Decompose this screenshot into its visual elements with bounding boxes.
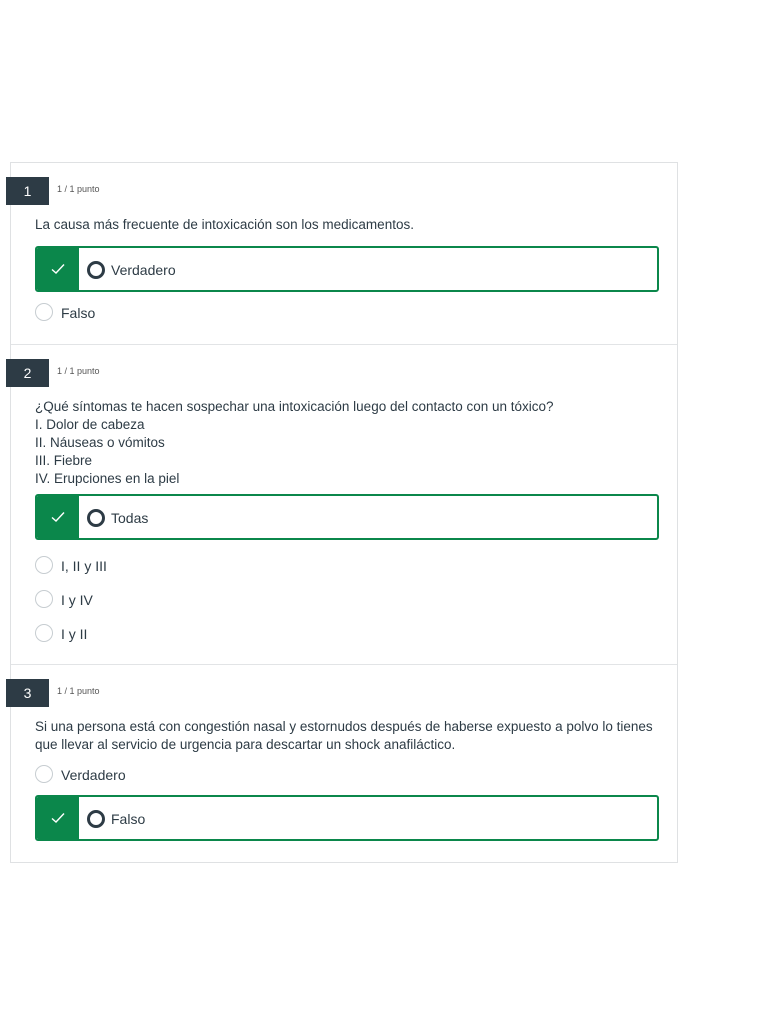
answer-label: I y IV <box>61 592 93 608</box>
question-text: La causa más frecuente de intoxicación son los medicamentos. <box>35 217 414 232</box>
correct-answer-option[interactable] <box>35 494 659 540</box>
radio-icon[interactable] <box>35 590 53 608</box>
question-points: 1 / 1 punto <box>57 184 100 194</box>
check-icon <box>37 496 79 538</box>
question-text: Si una persona está con congestión nasal y estornudos después de haberse expuesto a polvo lo tienes que llevar al servicio de urgencia para descartar un shock anafiláctico. <box>35 719 653 752</box>
correct-answer-option[interactable] <box>35 246 659 292</box>
answer-label: Falso <box>61 305 96 321</box>
check-icon <box>37 797 79 839</box>
question-text: ¿Qué síntomas te hacen sospechar una intoxicación luego del contacto con un tóxico? I. Dolor de cabeza II. Náuseas o vómitos III. Fiebre IV. Erupciones en la piel <box>35 399 554 486</box>
quiz-results-card <box>10 162 678 863</box>
question-1 <box>11 163 677 345</box>
question-number-badge: 2 <box>6 359 49 387</box>
radio-icon[interactable] <box>35 556 53 574</box>
answer-label: Falso <box>111 811 146 827</box>
question-number-badge: 3 <box>6 679 49 707</box>
check-icon <box>37 248 79 290</box>
radio-icon[interactable] <box>35 765 53 783</box>
selected-radio-icon <box>87 509 105 527</box>
question-number-badge: 1 <box>6 177 49 205</box>
selected-radio-icon <box>87 261 105 279</box>
answer-label: Verdadero <box>61 767 126 783</box>
correct-answer-option[interactable] <box>35 795 659 841</box>
radio-icon[interactable] <box>35 303 53 321</box>
answer-label: Todas <box>111 510 149 526</box>
answer-label: I, II y III <box>61 558 107 574</box>
answer-label: I y II <box>61 626 88 642</box>
question-points: 1 / 1 punto <box>57 366 100 376</box>
question-2 <box>11 345 677 665</box>
question-3 <box>11 665 677 862</box>
selected-radio-icon <box>87 810 105 828</box>
question-points: 1 / 1 punto <box>57 686 100 696</box>
answer-label: Verdadero <box>111 262 176 278</box>
radio-icon[interactable] <box>35 624 53 642</box>
